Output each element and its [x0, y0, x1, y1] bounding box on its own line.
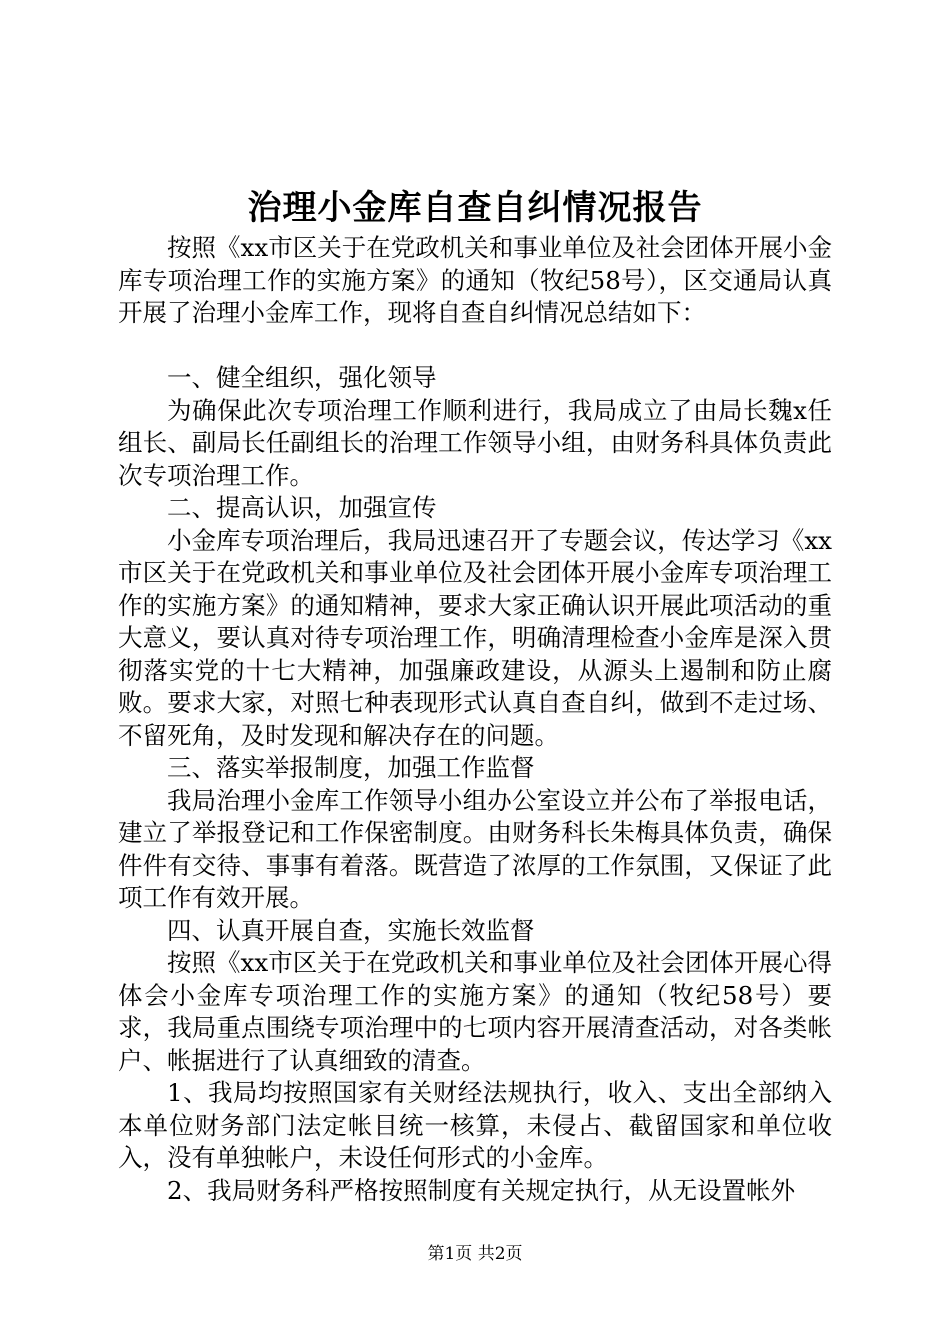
paragraph-gap [118, 330, 832, 363]
section-heading-4: 四、认真开展自查，实施长效监督 [167, 915, 535, 945]
section-heading-3: 三、落实举报制度，加强工作监督 [167, 753, 535, 782]
section-1-paragraph-1: 为确保此次专项治理工作顺利进行，我局成立了由局长魏x任组长、副局长任副组长的治理工作领导小组，由财务科具体负责此次专项治理工作。 [118, 395, 832, 490]
section-4-paragraph-1: 按照《xx市区关于在党政机关和事业单位及社会团体开展心得体会小金库专项治理工作的实施方案》的通知（牧纪58号）要求，我局重点围绕专项治理中的七项内容开展清查活动，对各类帐户、帐据进行了认真细致的清查。 [118, 948, 832, 1075]
page-footer: 第1页 共2页 [427, 1244, 523, 1264]
intro-paragraph: 按照《xx市区关于在党政机关和事业单位及社会团体开展小金库专项治理工作的实施方案》的通知（牧纪58号），区交通局认真开展了治理小金库工作，现将自查自纠情况总结如下： [118, 233, 832, 327]
section-4-paragraph-2: 1、我局均按照国家有关财经法规执行，收入、支出全部纳入本单位财务部门法定帐目统一核算，未侵占、截留国家和单位收入，没有单独帐户，未设任何形式的小金库。 [118, 1078, 832, 1172]
section-heading-1: 一、健全组织，强化领导 [167, 363, 437, 392]
document-title: 治理小金库自查自纠情况报告 [247, 188, 703, 228]
section-3-paragraph-1: 我局治理小金库工作领导小组办公室设立并公布了举报电话，建立了举报登记和工作保密制度。由财务科长朱梅具体负责，确保件件有交待、事事有着落。既营造了浓厚的工作氛围，又保证了此项工作有效开展。 [118, 785, 832, 912]
section-2-paragraph-1: 小金库专项治理后，我局迅速召开了专题会议，传达学习《xx市区关于在党政机关和事业单位及社会团体开展小金库专项治理工作的实施方案》的通知精神，要求大家正确认识开展此项活动的重大意义，要认真对待专项治理工作，明确清理检查小金库是深入贯彻落实党的十七大精神，加强廉政建设，从源头上遏制和防止腐败。要求大家，对照七种表现形式认真自查自纠，做到不走过场、不留死角，及时发现和解决存在的问题。 [118, 525, 832, 750]
document-body [118, 232, 832, 1207]
section-4-paragraph-3: 2、我局财务科严格按照制度有关规定执行，从无设置帐外 [167, 1175, 796, 1205]
section-heading-2: 二、提高认识，加强宣传 [167, 493, 437, 522]
